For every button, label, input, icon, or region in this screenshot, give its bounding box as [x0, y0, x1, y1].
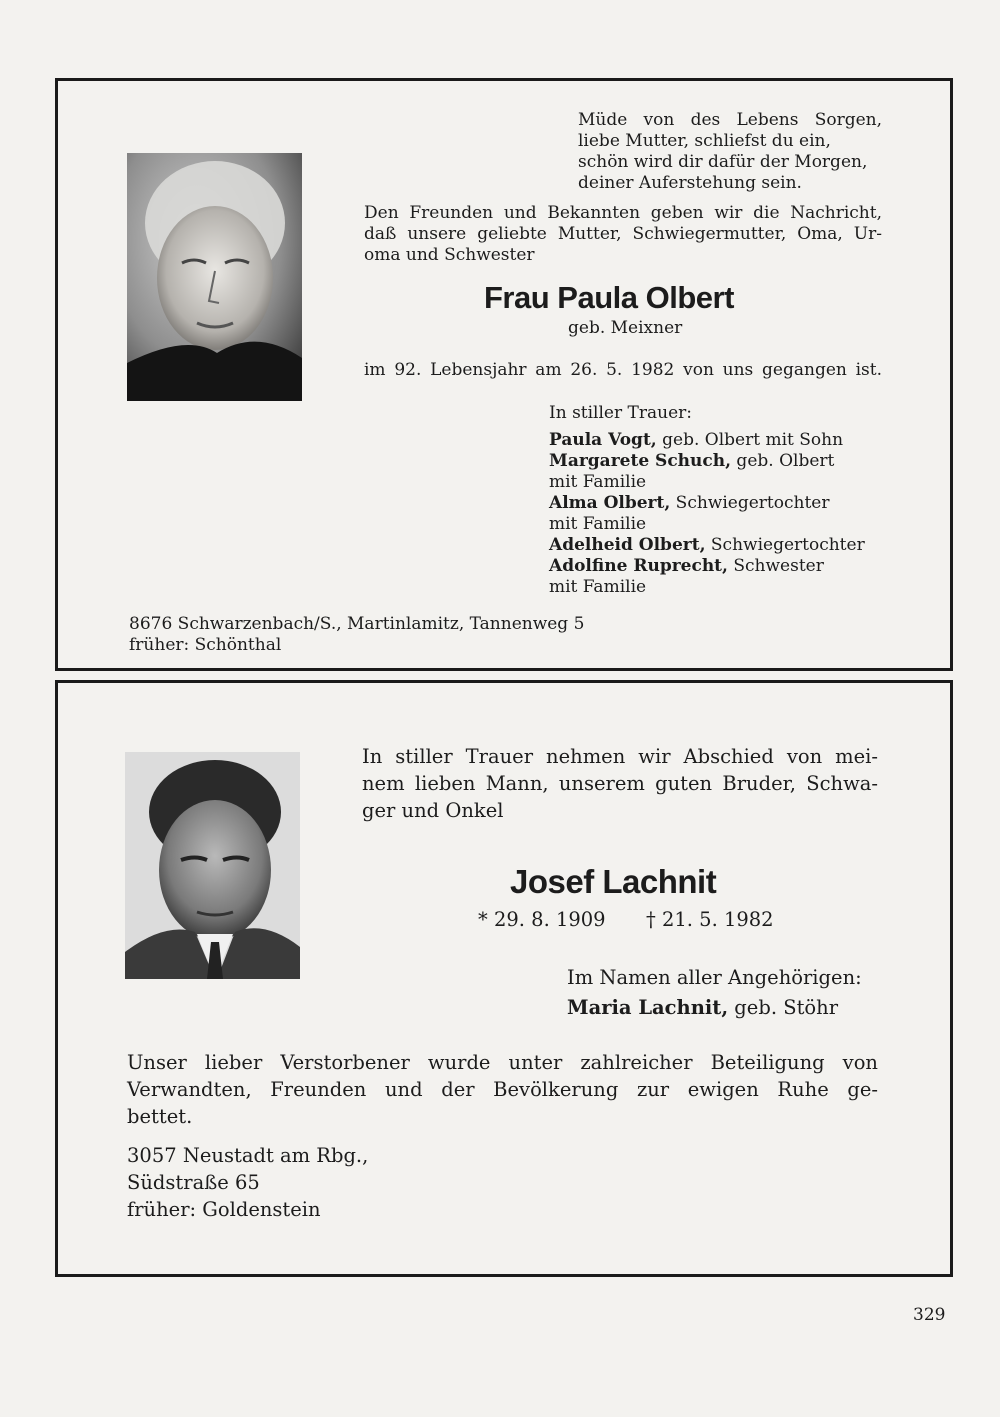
funeral-line: Unser lieber Verstorbener wurde unter zahlreicher Beteiligung von	[127, 1051, 878, 1074]
mourner-name: Paula Vogt,	[549, 430, 657, 450]
poem-line: Müde von des Lebens Sorgen,	[578, 110, 882, 130]
poem-line: deiner Auferstehung sein.	[578, 173, 802, 193]
address-line: 8676 Schwarzenbach/S., Martinlamitz, Tannenweg 5	[129, 614, 585, 634]
relative-name: Maria Lachnit,	[567, 996, 729, 1019]
death-line	[364, 360, 882, 381]
mourner-relation: geb. Olbert	[731, 451, 835, 471]
announcement-intro	[364, 203, 882, 266]
funeral-line: Verwandten, Freunden und der Bevölkerung zur ewigen Ruhe ge-	[127, 1078, 878, 1101]
announcement-intro	[362, 743, 878, 824]
mourner-relation: mit Familie	[549, 472, 647, 492]
maiden-name: geb. Meixner	[568, 318, 683, 338]
deceased-name: Josef Lachnit	[510, 863, 717, 900]
intro-line: oma und Schwester	[364, 245, 535, 265]
mourner-relation: mit Familie	[549, 514, 647, 534]
address-line: früher: Goldenstein	[127, 1198, 321, 1221]
relative-signature	[567, 994, 838, 1021]
deceased-name: Frau Paula Olbert	[484, 280, 734, 315]
mourner-relation: mit Familie	[549, 577, 647, 597]
mourner-line	[549, 577, 865, 598]
intro-line: Den Freunden und Bekannten geben wir die Nachricht,	[364, 203, 882, 223]
intro-line: In stiller Trauer nehmen wir Abschied von mei-	[362, 745, 878, 768]
mourner-line	[549, 535, 865, 556]
page-number: 329	[913, 1305, 946, 1325]
mourner-line	[549, 472, 865, 493]
mourner-relation: geb. Olbert mit Sohn	[656, 430, 844, 450]
address-line: 3057 Neustadt am Rbg.,	[127, 1144, 369, 1167]
address-block	[129, 614, 584, 656]
mourner-line	[549, 514, 865, 535]
address-block	[127, 1142, 368, 1223]
death-date: † 21. 5. 1982	[646, 908, 774, 931]
portrait-photo-paula-olbert	[127, 153, 302, 401]
poem-line: liebe Mutter, schliefst du ein,	[578, 131, 831, 151]
poem	[578, 110, 882, 194]
funeral-line: bettet.	[127, 1105, 193, 1128]
relative-line	[567, 994, 838, 1021]
birth-date: * 29. 8. 1909	[478, 908, 606, 931]
portrait-photo-josef-lachnit	[125, 752, 300, 979]
mourner-line	[549, 451, 865, 472]
mourner-name: Margarete Schuch,	[549, 451, 732, 471]
relative-relation: geb. Stöhr	[728, 996, 839, 1019]
intro-line: nem lieben Mann, unserem guten Bruder, Schwa-	[362, 772, 878, 795]
intro-line: ger und Onkel	[362, 799, 504, 822]
mourner-line	[549, 430, 865, 451]
mourner-line	[549, 493, 865, 514]
mourner-relation: Schwester	[727, 556, 824, 576]
mourner-relation: Schwiegertochter	[670, 493, 830, 513]
funeral-text	[127, 1049, 878, 1130]
address-line: früher: Schönthal	[129, 635, 282, 655]
mourner-name: Adelheid Olbert,	[549, 535, 706, 555]
mourner-name: Adolfine Ruprecht,	[549, 556, 728, 576]
death-line-text: im 92. Lebensjahr am 26. 5. 1982 von uns gegangen ist.	[364, 360, 882, 380]
relatives-label: Im Namen aller Angehörigen:	[567, 966, 862, 989]
address-line: Südstraße 65	[127, 1171, 260, 1194]
mourning-label: In stiller Trauer:	[549, 403, 692, 423]
mourner-relation: Schwiegertochter	[705, 535, 865, 555]
mourner-line	[549, 556, 865, 577]
intro-line: daß unsere geliebte Mutter, Schwiegermutter, Oma, Ur-	[364, 224, 882, 244]
mourners-list	[549, 430, 865, 598]
mourner-name: Alma Olbert,	[549, 493, 671, 513]
poem-line: schön wird dir dafür der Morgen,	[578, 152, 868, 172]
